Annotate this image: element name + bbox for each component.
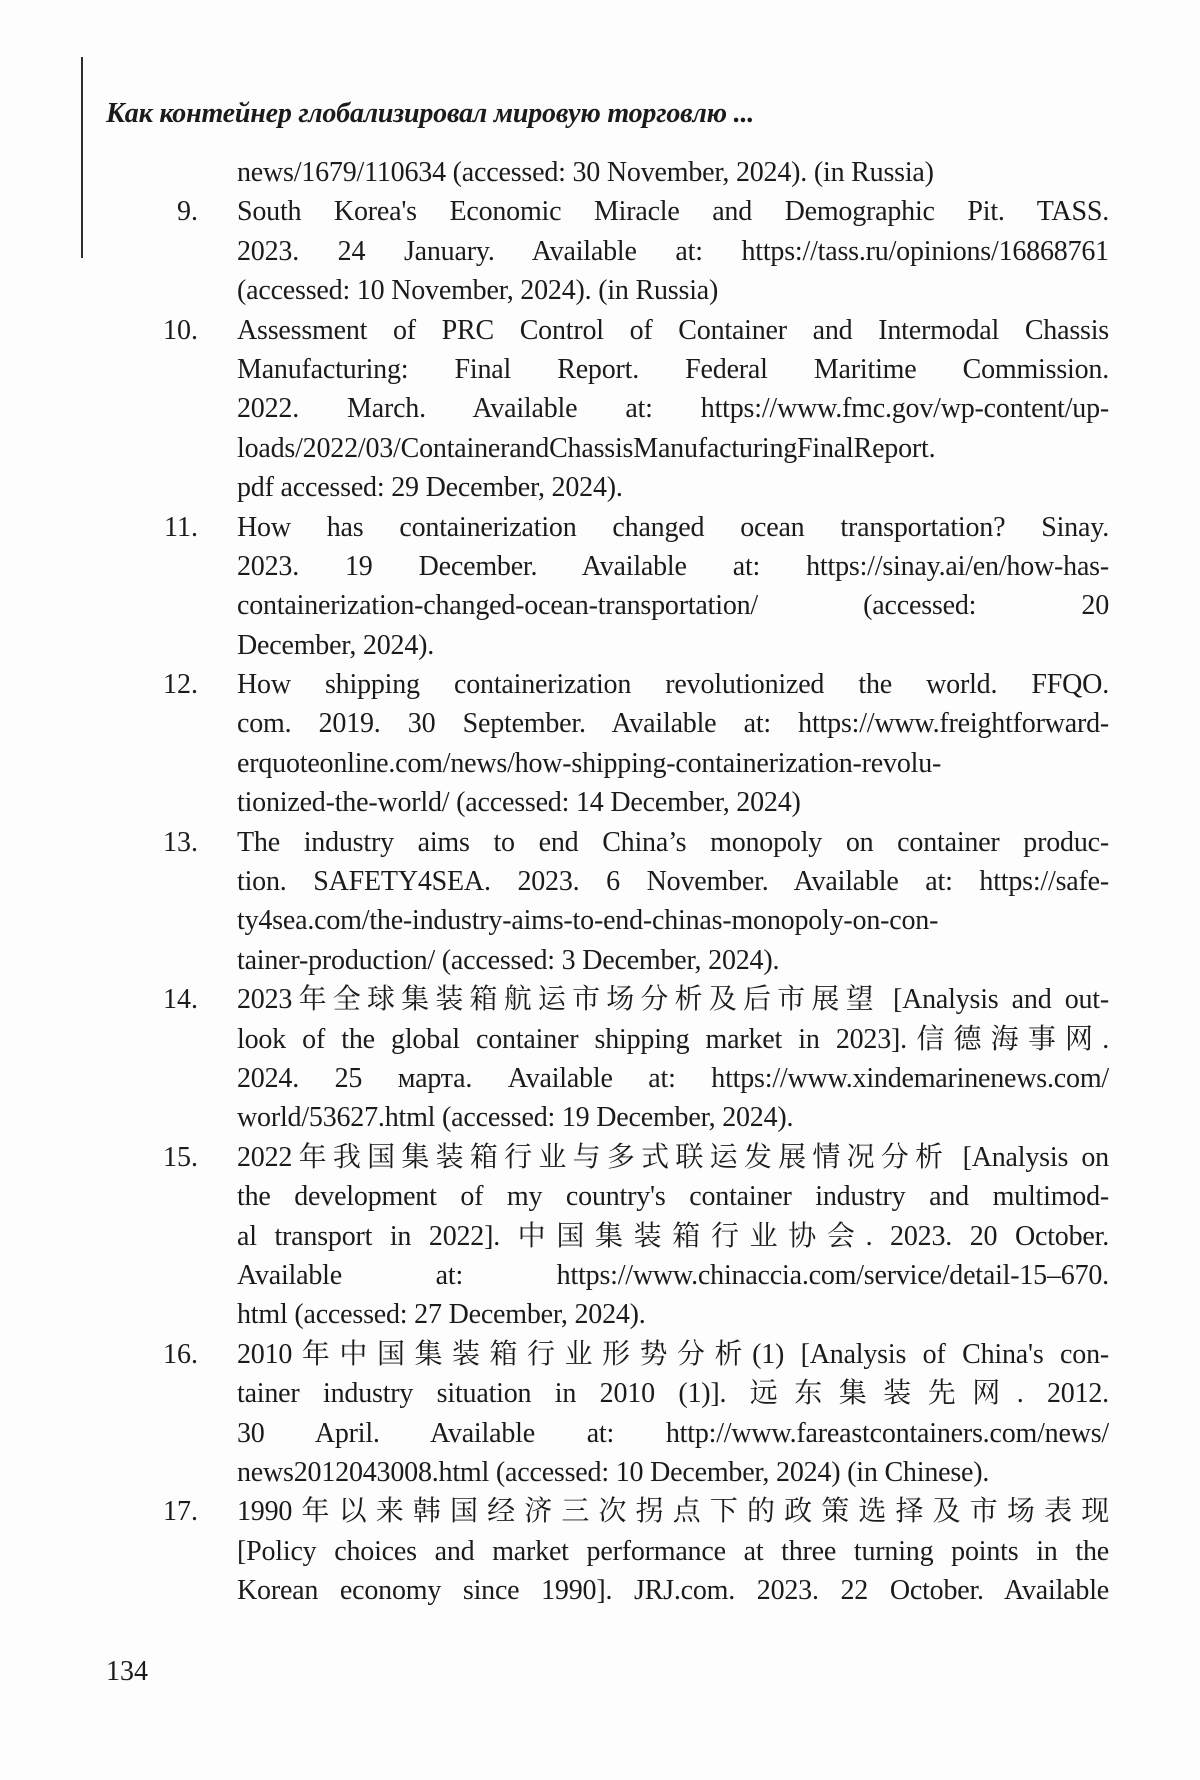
reference-line: al transport in 2022]. 中国集装箱行业协会. 2023. 20 October. [237, 1220, 1109, 1252]
reference-line: 30 April. Available at: http://www.fareastcontainers.com/news/ [237, 1417, 1109, 1449]
reference-line: tion. SAFETY4SEA. 2023. 6 November. Available at: https://safe- [237, 866, 1109, 898]
reference-number: 13. [163, 826, 198, 858]
reference-list [163, 153, 1109, 1610]
reference-line: the development of my country's container industry and multimod- [237, 1181, 1109, 1213]
reference-number: 17. [163, 1496, 198, 1528]
reference-line: The industry aims to end China’s monopoly on container produc- [237, 826, 1109, 858]
reference-line: tainer-production/ (accessed: 3 December, 2024). [237, 944, 780, 976]
reference-line: 2022. March. Available at: https://www.fmc.gov/wp-content/up- [237, 393, 1109, 425]
running-header: Как контейнер глобализировал мировую торговлю ... [106, 98, 755, 129]
reference-line: 2022年我国集装箱行业与多式联运发展情况分析 [Analysis on [237, 1141, 1109, 1173]
reference-line: How shipping containerization revolutionized the world. FFQO. [237, 669, 1109, 701]
left-margin-rule [81, 57, 83, 258]
reference-line: erquoteonline.com/news/how-shipping-containerization-revolu- [237, 747, 942, 779]
reference-line: tainer industry situation in 2010 (1)]. 远东集装先网. 2012. [237, 1378, 1109, 1410]
reference-number: 11. [164, 511, 198, 543]
reference-line: html (accessed: 27 December, 2024). [237, 1299, 646, 1331]
reference-line: look of the global container shipping market in 2023].信德海事网. [237, 1023, 1109, 1055]
reference-number: 10. [163, 314, 198, 346]
reference-line: news2012043008.html (accessed: 10 December, 2024) (in Chinese). [237, 1456, 990, 1488]
reference-line: Available at: https://www.chinaccia.com/service/detail-15–670. [237, 1259, 1109, 1291]
reference-item [163, 1492, 1109, 1610]
reference-line: 2023. 19 December. Available at: https://sinay.ai/en/how-has- [237, 550, 1109, 582]
reference-number: 9. [177, 196, 198, 228]
reference-item [163, 665, 1109, 823]
reference-line: (accessed: 10 November, 2024). (in Russia) [237, 275, 719, 307]
reference-line: pdf accessed: 29 December, 2024). [237, 472, 623, 504]
reference-number: 14. [163, 984, 198, 1016]
reference-line: containerization-changed-ocean-transportation/ (accessed: 20 [237, 590, 1109, 622]
reference-item [164, 508, 1109, 666]
reference-item [163, 1335, 1109, 1493]
reference-line: Korean economy since 1990]. JRJ.com. 2023. 22 October. Available [237, 1575, 1109, 1607]
reference-number: 12. [163, 669, 198, 701]
reference-line: 2023. 24 January. Available at: https://tass.ru/opinions/16868761 [237, 235, 1109, 267]
reference-line: ty4sea.com/the-industry-aims-to-end-chinas-monopoly-on-con- [237, 905, 939, 937]
reference-number: 16. [163, 1338, 198, 1370]
reference-line: South Korea's Economic Miracle and Demographic Pit. TASS. [237, 196, 1109, 228]
reference-line: com. 2019. 30 September. Available at: https://www.freightforward- [237, 708, 1109, 740]
reference-line: 1990年以来韩国经济三次拐点下的政策选择及市场表现 [237, 1496, 1109, 1528]
reference-item [163, 1138, 1109, 1335]
reference-item [163, 980, 1109, 1138]
reference-number: 15. [163, 1141, 198, 1173]
reference-line: December, 2024). [237, 629, 435, 661]
reference-item [177, 192, 1109, 310]
reference-item [237, 153, 1109, 192]
reference-item [163, 311, 1109, 508]
reference-line: loads/2022/03/ContainerandChassisManufacturingFinalReport. [237, 432, 936, 464]
reference-line: [Policy choices and market performance at three turning points in the [237, 1535, 1109, 1567]
reference-line: Assessment of PRC Control of Container and Intermodal Chassis [237, 314, 1109, 346]
page-number: 134 [106, 1656, 148, 1687]
reference-line: 2024. 25 марта. Available at: https://www.xindemarinenews.com/ [237, 1062, 1109, 1094]
reference-line: 2023年全球集装箱航运市场分析及后市展望 [Analysis and out- [237, 984, 1109, 1016]
reference-item [163, 823, 1109, 981]
reference-line: news/1679/110634 (accessed: 30 November, 2024). (in Russia) [237, 157, 934, 188]
reference-line: Manufacturing: Final Report. Federal Maritime Commission. [237, 353, 1109, 385]
reference-line: 2010年中国集装箱行业形势分析(1) [Analysis of China's con- [237, 1338, 1109, 1370]
reference-line: tionized-the-world/ (accessed: 14 December, 2024) [237, 787, 801, 819]
reference-line: How has containerization changed ocean transportation? Sinay. [237, 511, 1109, 543]
reference-line: world/53627.html (accessed: 19 December, 2024). [237, 1102, 794, 1134]
